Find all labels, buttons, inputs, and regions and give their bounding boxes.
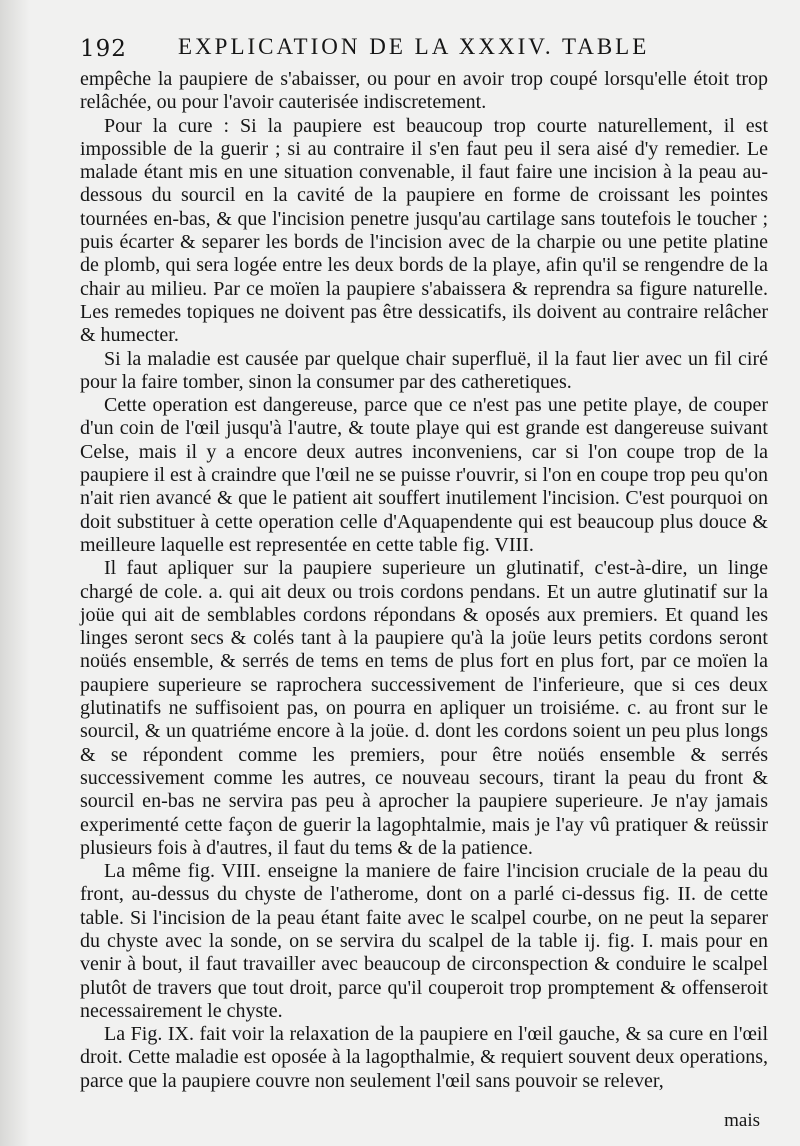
paragraph: Si la maladie est causée par quelque chair superfluë, il la faut lier avec un fil ciré pour la faire tomber, sinon la consumer par des catheretiques. xyxy=(80,347,768,393)
paragraph: La Fig. IX. fait voir la relaxation de la paupiere en l'œil gauche, & sa cure en l'œil droit. Cette maladie est oposée à la lagopthalmie, & requiert souvent deux operations, parce que la paupiere couvre non seulement l'œil sans pouvoir se relever, xyxy=(80,1023,768,1092)
paragraph: La même fig. VIII. enseigne la maniere de faire l'incision cruciale de la peau du front, au-dessus du chyste de l'atherome, dont on a parlé ci-dessus fig. II. de cette table. Si l'incision de la peau étant faite avec le scalpel courbe, on ne peut la separer du chyste avec la sonde, on se servira du scalpel de la table ij. fig. I. mais pour en venir à bout, il faut travailler avec beaucoup de circonspection & conduire le scalpel plutôt de travers que tout droit, parce qu'il couperoit trop promptement & offenseroit necessairement le chyste. xyxy=(80,860,768,1022)
page-number: 192 xyxy=(80,36,127,62)
page-header xyxy=(80,30,764,68)
paragraph: Cette operation est dangereuse, parce que ce n'est pas une petite playe, de couper d'un coin de l'œil jusqu'à l'autre, & toute playe qui est grande est dangereuse suivant Celse, mais il y a encore deux autres inconveniens, car si l'on coupe trop de la paupiere il est à craindre que l'œil ne se puisse r'ouvrir, si l'on en coupe trop peu qu'on n'ait rien avancé & que le patient ait souffert inutilement l'incision. C'est pourquoi on doit substituer à cette operation celle d'Aquapendente qui est beaucoup plus douce & meilleure laquelle est representée en cette table fig. VIII. xyxy=(80,394,768,556)
running-title: EXPLICATION DE LA XXXIV. TABLE xyxy=(178,34,650,59)
body-text xyxy=(80,68,768,1093)
catchword: mais xyxy=(724,1110,760,1131)
page-gutter-shadow xyxy=(0,0,30,1146)
paragraph: empêche la paupiere de s'abaisser, ou pour en avoir trop coupé lorsqu'elle étoit trop relâchée, ou pour l'avoir cauterisée indiscretement. xyxy=(80,68,768,114)
paragraph: Il faut apliquer sur la paupiere superieure un glutinatif, c'est-à-dire, un linge chargé de cole. a. qui ait deux ou trois cordons pendans. Et un autre glutinatif sur la joüe qui ait de semblables cordons répondans & oposés aux premiers. Et quand les linges seront secs & colés tant à la paupiere qu'à la joüe leurs petits cordons seront noüés ensemble, & serrés de tems en tems de plus fort en plus fort, par ce moïen la paupiere superieure se raprochera successivement de l'inferieure, que si ces deux glutinatifs ne suffisoient pas, on pourra en apliquer un troisiéme. c. au front sur le sourcil, & un quatriéme encore à la joüe. d. dont les cordons soient un peu plus longs & se répondent comme les premiers, pour être noüés ensemble & serrés successivement comme les autres, ce nouveau secours, tirant la peau du front & sourcil en-bas ne servira pas peu à aprocher la paupiere superieure. Je n'ay jamais experimenté cette façon de guerir la lagophtalmie, mais je l'ay vû pratiquer & reüssir plusieurs fois à d'autres, il faut du tems & de la patience. xyxy=(80,557,768,859)
paragraph: Pour la cure : Si la paupiere est beaucoup trop courte naturellement, il est impossible de la guerir ; si au contraire il s'en faut peu il sera aisé d'y remedier. Le malade étant mis en une situation convenable, il faut faire une incision à la peau au-dessous du sourcil en la cavité de la paupiere en forme de croissant les pointes tournées en-bas, & que l'incision penetre jusqu'au cartilage sans toutefois le toucher ; puis écarter & separer les bords de l'incision avec de la charpie ou une petite platine de plomb, qui sera logée entre les deux bords de la playe, afin qu'il se rengendre de la chair au milieu. Par ce moïen la paupiere s'abaissera & reprendra sa figure naturelle. Les remedes topiques ne doivent pas être dessicatifs, ils doivent au contraire relâcher & humecter. xyxy=(80,114,768,347)
